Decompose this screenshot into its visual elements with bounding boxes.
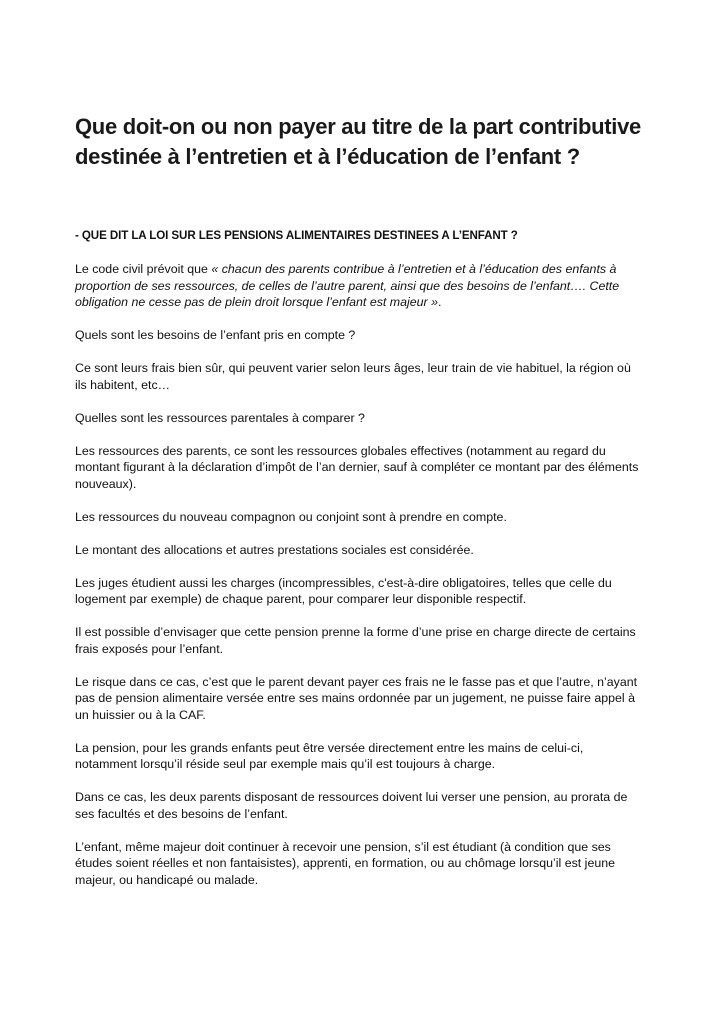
paragraph-civil-code-end: . [438, 295, 442, 309]
paragraph-needs-answer: Ce sont leurs frais bien sûr, qui peuvent varier selon leurs âges, leur train de vie habituel, la région où ils habitent, etc… [75, 361, 631, 392]
paragraph-question-needs: Quels sont les besoins de l’enfant pris en compte ? [75, 328, 356, 342]
paragraph-new-partner: Les ressources du nouveau compagnon ou conjoint sont à prendre en compte. [75, 509, 507, 524]
paragraph-older-children: La pension, pour les grands enfants peut être versée directement entre les mains de celui-ci, notamment lorsqu’il réside seul par exemple mais qu’il est toujours à charge. [75, 740, 584, 771]
paragraph-question-resources: Quelles sont les ressources parentales à comparer ? [75, 410, 365, 425]
document-title: Que doit-on ou non payer au titre de la part contributive destinée à l’entretien et à l’éducation de l’enfant ? [75, 114, 641, 169]
document-body [75, 228, 645, 905]
paragraph-charges: Les juges étudient aussi les charges (incompressibles, c'est-à-dire obligatoires, telles que celle du logement par exemple) de chaque parent, pour comparer leur disponible respectif. [75, 575, 612, 606]
paragraph-adult-child: L’enfant, même majeur doit continuer à recevoir une pension, s’il est étudiant (à condition que ses études soient réelles et non fantaisistes), apprenti, en formation, ou au chômage lorsqu’il est jeune majeur, ou handicapé ou malade. [75, 839, 616, 887]
paragraph-civil-code [75, 261, 645, 311]
paragraph-resources-answer: Les ressources des parents, ce sont les ressources globales effectives (notamment au regard du montant figurant à la déclaration d’impôt de l’an dernier, sauf à compléter ce montant par des éléments nouveaux). [75, 443, 639, 491]
paragraph-civil-code-intro: Le code civil prévoit que [75, 262, 212, 276]
paragraph-prorata: Dans ce cas, les deux parents disposant de ressources doivent lui verser une pension, au prorata de ses facultés et des besoins de l’enfant. [75, 790, 628, 821]
paragraph-allowances: Le montant des allocations et autres prestations sociales est considérée. [75, 542, 474, 557]
section-heading: - QUE DIT LA LOI SUR LES PENSIONS ALIMENTAIRES DESTINEES A L’ENFANT ? [75, 229, 518, 242]
paragraph-direct-payment: Il est possible d’envisager que cette pension prenne la forme d’une prise en charge directe de certains frais exposés pour l’enfant. [75, 625, 636, 656]
civil-code-quote: « chacun des parents contribue à l’entretien et à l’éducation des enfants à proportion de ses ressources, de celles de l’autre parent, ainsi que des besoins de l’enfant…. Cette obligation ne cesse pas de plein droit lorsque l’enfant est majeur » [75, 262, 620, 309]
paragraph-risk: Le risque dans ce cas, c’est que le parent devant payer ces frais ne le fasse pas et que l’autre, n’ayant pas de pension alimentaire versée entre ses mains ordonnée par un jugement, ne puisse faire appel à un huissier ou à la CAF. [75, 674, 638, 722]
